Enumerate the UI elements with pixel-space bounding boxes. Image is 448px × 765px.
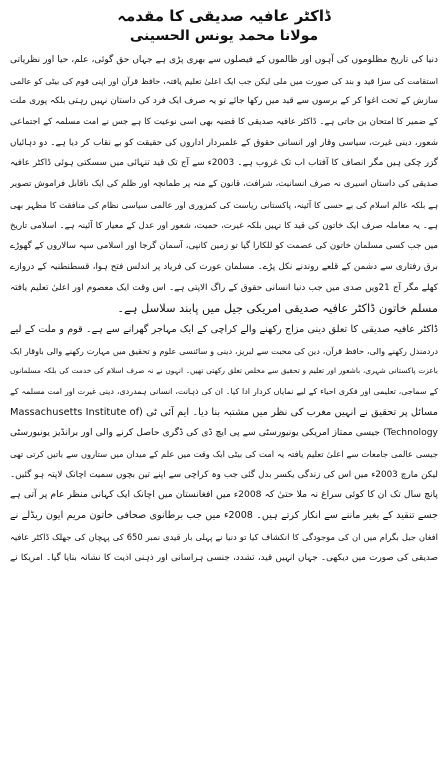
text-line: باعزت پاکستانی شہری، باشعور اور تعلیم و تحقیق سے مخلص تعلق رکھتی تھیں۔ انہوں نے نہ صرف اسلام کی خدمت کی بلکہ مسلمانوں (10, 366, 438, 376)
paragraph-2 (10, 320, 438, 568)
text-line: لیکن مارچ 2003ء میں اس کی زندگی یکسر بدل گئی جب وہ کراچی سے اپنے تین بچوں سمیت اچانک لاپتہ ہو گئیں۔ (10, 469, 438, 480)
text-line: شعور، دینی غیرت، سیاسی وقار اور انسانی حقوق کے علمبردار اداروں کی حقیقت کو بے نقاب کر دیا ہے۔ دو دہائیاں (10, 137, 438, 148)
author-name: مولانا محمد یونس الحسینی (129, 28, 319, 44)
text-line: جیسی عالمی جامعات سے اعلیٰ تعلیم یافتہ یہ امت کی بیٹی ایک وقت میں علم کے میدان میں ستاروں سے باتیں کرتی تھی (10, 449, 438, 460)
text-line: برق رفتاری سے دشمن کے قلعے روندنے نکل پڑے۔ مسلمان عورت کی فریاد پر اندلس فتح ہوا، قسطنطنیہ کے دروازے (10, 261, 438, 272)
text-line: مسائل پر تحقیق نے انہیں مغرب کی نظر میں مشتبہ بنا دیا۔ ایم آئی ٹی (Massachusetts Institute of (10, 406, 438, 418)
text-line: دنیا کی تاریخ مظلوموں کی آہوں اور ظالموں کے فیصلوں سے بھری پڑی ہے جہاں حق گوئی، علم، حیا اور نظریاتی (10, 55, 438, 65)
text-line: گزر چکی ہیں مگر انصاف کا آفتاب اب تک غروب ہے۔ 2003ء سے آج تک قید تنہائی میں سسکتی ہوئی ڈاکٹر عافیہ (10, 158, 438, 169)
text-line: مسلم خاتون ڈاکٹر عافیہ صدیقی امریکی جیل میں پابند سلاسل ہے۔ (117, 301, 438, 316)
text-line: کھلے مگر آج 21ویں صدی میں جب دنیا انسانی حقوق کے راگ الاپتی ہے۔ اس وقت ایک معصوم اور اعلیٰ تعلیم یافتہ (10, 282, 438, 293)
text-line: افغان جیل بگرام میں ان کی موجودگی کا انکشاف کیا تو دنیا نے پہلی بار قیدی نمبر 650 کی پہچان کی جھلک ڈاکٹر عافیہ (10, 531, 438, 542)
text-line: دردمندل رکھنے والی، حافظ قرآن، دین کی محبت سے لبریز، دینی و سائنسی علوم و تحقیق میں مہارت رکھنے والی باوقار ایک (10, 345, 438, 356)
text-line: پانچ سال تک ان کا کوئی سراغ نہ ملا حتیٰ کہ 2008ء میں افغانستان میں اچانک ایک کہانی منظر عام پر آتی ہے (10, 489, 438, 501)
text-line: Technology) جیسی ممتاز امریکی یونیورسٹی سے پی ایچ ڈی کی ڈگری حاصل کرنے والی اور برانڈیز یونیورسٹی (10, 427, 438, 439)
paragraph-1 (10, 50, 438, 319)
text-line: استقامت کی سزا قید و بند کی صورت میں ملی لیکن جب ایک اعلیٰ تعلیم یافتہ، حافظ قرآن اور اپنی قوم کی بیٹی کو عالمی (10, 75, 438, 86)
text-line: ہے بلکہ عالم اسلام کی بے حسی کا آئینہ، پاکستانی ریاست کی کمزوری اور عالمی سیاسی نظام کی منافقت کا مظہر بھی (10, 199, 438, 210)
text-line: میں جب کسی مسلمان خاتون کی عصمت کو للکارا گیا تو زمین کانپی، آسمان گرجا اور اسلامی سپہ سالاروں کے گھوڑے (10, 241, 438, 252)
text-line: صدیقی کی صورت میں دیکھی۔ جہاں انہیں قید، تشدد، جنسی ہراسانی اور ذہنی اذیت کا نشانہ بنایا گیا۔ امریکا نے (10, 552, 438, 563)
text-line: سازش کے تحت اغوا کر کے برسوں سے قید میں رکھا جائے تو یہ صرف ایک فرد کی داستان نہیں رہتی بلکہ پوری ملت (10, 96, 438, 107)
article-title: ڈاکٹر عافیہ صدیقی کا مقدمہ (117, 7, 331, 25)
text-line: جسے تنقید کے بغیر ماننے سے انکار کرتے ہیں۔ 2008ء میں جب برطانوی صحافی خاتون مریم ایون ریڈلے نے (10, 510, 438, 522)
text-line: کے ضمیر کا امتحان بن جاتی ہے۔ ڈاکٹر عافیہ صدیقی کا قضیہ بھی اسی نوعیت کا ہے جس نے امت مسلمہ کے اجتماعی (10, 117, 438, 128)
text-line: کے سماجی، تعلیمی اور فکری احیاء کے لیے نمایاں کردار ادا کیا۔ ان کی ذہانت، انسانی ہمدردی، دینی غیرت اور امت مسلمہ کے (10, 387, 438, 396)
text-line: ڈاکٹر عافیہ صدیقی کا تعلق دینی مزاج رکھنے والے کراچی کے ایک مہاجر گھرانے سے ہے۔ قوم و ملت کے لیے (10, 323, 438, 335)
text-line: ہے۔ یہ معاملہ صرف ایک خاتون کی قید کا نہیں بلکہ غیرت، حمیت، شعور اور عدل کے معیار کا آئینہ ہے۔ اسلامی تاریخ (10, 220, 438, 231)
text-line: صدیقی کی داستان اسیری نہ صرف انسانیت، شرافت، قانون کے منہ پر طمانچہ اور ظلم کی ایک ناقابل فراموش تصویر (10, 179, 438, 190)
